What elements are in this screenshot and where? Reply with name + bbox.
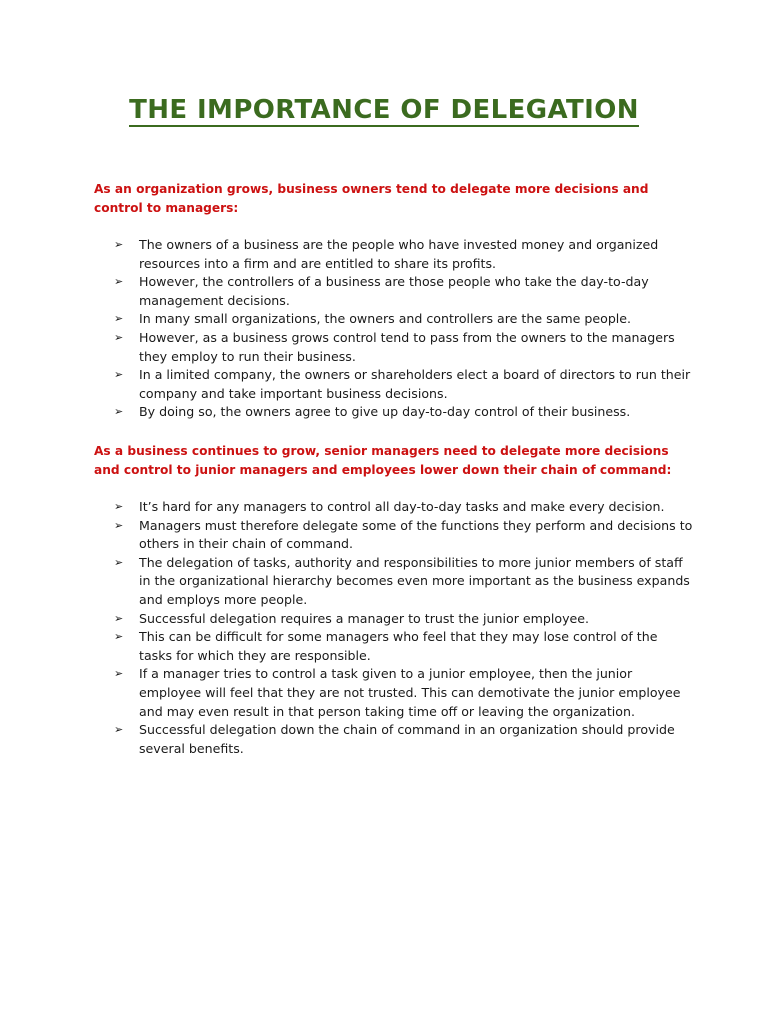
list-item xyxy=(94,366,694,403)
list-item xyxy=(94,310,694,329)
section-1-bullet-list xyxy=(94,236,694,422)
list-item-text: Successful delegation down the chain of command in an organization should provide several benefits. xyxy=(139,722,675,756)
list-item xyxy=(94,273,694,310)
list-item xyxy=(94,628,694,665)
list-item xyxy=(94,721,694,758)
arrowhead-bullet-icon: ➢ xyxy=(114,667,124,681)
page-title xyxy=(0,88,768,127)
list-item-text: It’s hard for any managers to control all day-to-day tasks and make every decision. xyxy=(139,499,665,514)
list-item-text: However, as a business grows control tend to pass from the owners to the managers they employ to run their business. xyxy=(139,329,675,364)
arrowhead-bullet-icon: ➢ xyxy=(114,238,124,251)
arrowhead-bullet-icon: ➢ xyxy=(114,630,124,644)
arrowhead-bullet-icon: ➢ xyxy=(114,275,124,289)
arrowhead-bullet-icon: ➢ xyxy=(114,555,124,569)
list-item-text: In a limited company, the owners or shareholders elect a board of directors to run their company and take important business decisions. xyxy=(139,367,691,401)
list-item-text: This can be difficult for some managers who feel that they may lose control of the tasks for which they are responsible. xyxy=(139,629,658,663)
list-item xyxy=(94,236,694,273)
list-item xyxy=(94,610,694,629)
list-item-text: Managers must therefore delegate some of the functions they perform and decisions to others in their chain of command. xyxy=(139,517,693,552)
list-item xyxy=(94,554,694,610)
arrowhead-bullet-icon: ➢ xyxy=(114,500,124,513)
list-item xyxy=(94,665,694,721)
arrowhead-bullet-icon: ➢ xyxy=(114,405,124,419)
list-item xyxy=(94,498,694,517)
arrowhead-bullet-icon: ➢ xyxy=(114,611,124,625)
section-1-heading xyxy=(94,180,684,218)
section-2-bullet-list xyxy=(94,498,694,758)
arrowhead-bullet-icon: ➢ xyxy=(114,368,124,382)
page-title-text: THE IMPORTANCE OF DELEGATION xyxy=(129,95,639,125)
list-item xyxy=(94,517,694,554)
list-item-text: The owners of a business are the people who have invested money and organized resources into a firm and are entitled to share its profits. xyxy=(139,237,659,271)
arrowhead-bullet-icon: ➢ xyxy=(114,330,124,344)
section-2-heading xyxy=(94,442,684,480)
list-item-text: The delegation of tasks, authority and responsibilities to more junior members of staff in the organizational hierarchy becomes even more important as the business expands and employs more people. xyxy=(139,554,690,607)
arrowhead-bullet-icon: ➢ xyxy=(114,723,124,737)
list-item-text: However, the controllers of a business are those people who take the day-to-day management decisions. xyxy=(139,274,649,308)
list-item-text: If a manager tries to control a task given to a junior employee, then the junior employee will feel that they are not trusted. This can demotivate the junior employee and may even result in that person taking time off or leaving the organization. xyxy=(139,666,681,719)
section-2-intro: As a business continues to grow, senior managers need to delegate more decisions and control to junior managers and employees lower down their chain of command: xyxy=(94,444,672,477)
list-item-text: Successful delegation requires a manager to trust the junior employee. xyxy=(139,610,590,626)
section-1-intro: As an organization grows, business owners tend to delegate more decisions and control to managers: xyxy=(94,182,649,215)
list-item xyxy=(94,329,694,366)
arrowhead-bullet-icon: ➢ xyxy=(114,518,124,532)
arrowhead-bullet-icon: ➢ xyxy=(114,312,124,326)
list-item xyxy=(94,403,694,422)
list-item-text: By doing so, the owners agree to give up day-to-day control of their business. xyxy=(139,404,631,420)
list-item-text: In many small organizations, the owners and controllers are the same people. xyxy=(139,311,632,327)
